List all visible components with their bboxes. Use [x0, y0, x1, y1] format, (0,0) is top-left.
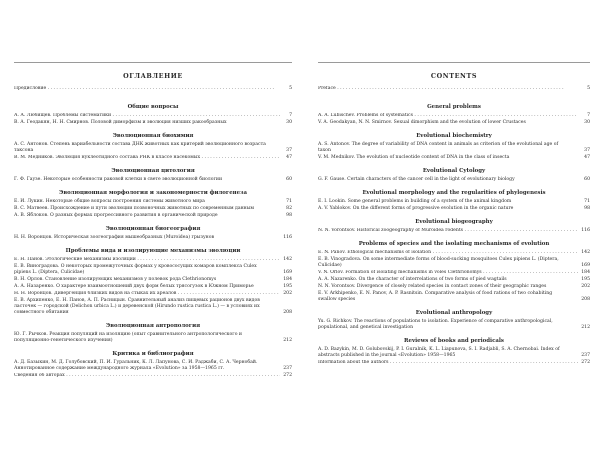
toc-entry-title: Предисловие . . . — [14, 86, 280, 92]
toc-entry[interactable] — [14, 206, 292, 212]
toc-entry-title: A. D. Bazykin, M. D. Golubovskij, P. I. Guralnik, K. L. Liapunova, S. I. Radjabli, S. A. Chernobai. Index of abstracts published in the journal «Evolution» 1958—1965 — [318, 347, 560, 358]
toc-entry-page-number: 212 — [283, 338, 292, 343]
left-page-russian-contents — [14, 0, 292, 469]
toc-entry[interactable] — [318, 86, 590, 92]
toc-entry-page-number: 272 — [283, 373, 292, 378]
toc-entry[interactable] — [14, 199, 292, 205]
toc-entry[interactable] — [14, 360, 292, 372]
toc-entry[interactable] — [14, 142, 292, 154]
toc-entry-page-number: 202 — [581, 284, 590, 289]
toc-entry[interactable] — [318, 155, 590, 161]
section-heading: Общие вопросы — [127, 104, 179, 110]
toc-entry[interactable] — [14, 235, 292, 241]
toc-entry-title: A. A. Nazarenko. On the character of interrelations of two forms of pied wagtails — [318, 277, 507, 282]
toc-entry-page-number: 272 — [581, 360, 590, 365]
toc-entry[interactable] — [14, 213, 292, 219]
toc-entry[interactable] — [14, 373, 292, 379]
toc-entry-title: А. А. Назаренко. О характере взаимоотношений двух форм белых трясогузок в Южном Приморье — [14, 284, 254, 289]
section-heading: Критика и библиография — [112, 351, 194, 357]
toc-entry[interactable] — [318, 257, 590, 269]
toc-entry-title: E. V. Arkhipenko, E. N. Panov, A. P. Rasnitsin. Comparative analysis of food rations of two cohabiting swallow species — [318, 291, 553, 302]
toc-entry[interactable] — [318, 120, 590, 126]
toc-entry-title: А. С. Антонов. Степень вариабельности состава ДНК животных как критерий эволюционного возраста таксона — [14, 142, 266, 153]
toc-entry-page-number: 37 — [286, 148, 292, 153]
toc-entry-page-number: 30 — [584, 120, 590, 125]
toc-entry[interactable] — [318, 291, 590, 303]
top-rule — [318, 62, 590, 63]
toc-entry[interactable] — [14, 113, 292, 119]
toc-entry-title: Preface . . . — [318, 86, 578, 92]
toc-entry-title: А. Д. Базыкин, М. Д. Голубовский, П. И. Гуральник, К. Л. Лапунова, С. И. Раджаби, С. А. Чернобай. Аннотированное содержание международного журнала «Evolution» за 1958—1965 гг. — [14, 360, 258, 371]
toc-entry[interactable] — [318, 284, 590, 290]
toc-entry-title: G. F. Gause. Certain characters of the cancer cell in the light of evolutionary biology — [318, 177, 515, 182]
toc-entry-title: Е. И. Лукин. Некоторые общие вопросы построения системы животного мира — [14, 199, 205, 204]
toc-entry-title: V. N. Orlov. Formation of isolating mechanisms in voles Clethrionomys . . . — [318, 270, 578, 276]
toc-entry[interactable] — [14, 284, 292, 290]
page-title: ОГЛАВЛЕНИЕ — [123, 72, 183, 80]
toc-entry-page-number: 37 — [584, 148, 590, 153]
toc-entry-title: N. N. Vorontsov. Divergence of closely related species in contact zones of their geographic ranges — [318, 284, 547, 289]
toc-entry[interactable] — [14, 332, 292, 344]
toc-entry-page-number: 169 — [283, 270, 292, 275]
toc-entry[interactable] — [318, 228, 590, 234]
toc-entry-title: Н. Н. Воронцов. Дивергенция близких видов на стыках их ареалов . . . — [14, 291, 280, 297]
toc-entry-title: А. А. Любищев. Проблемы систематики . . . — [14, 113, 280, 119]
toc-entry-page-number: 5 — [289, 86, 292, 91]
toc-entry-page-number: 184 — [581, 270, 590, 275]
toc-entry-title: Сведения об авторах . . . — [14, 373, 280, 379]
toc-list — [318, 86, 590, 367]
toc-entry-title: Н. Н. Воронцов. Историческая зоогеография мышеобразных (Muroidea) грызунов — [14, 235, 215, 240]
toc-entry-title: Yu. G. Richkov. The reactions of populations to isolation. Experience of comparative anthropological, populational, and genetical investigation — [318, 319, 553, 330]
toc-entry-page-number: 60 — [286, 177, 292, 182]
toc-entry-title: Е. В. Виноградова. О некоторых промежуточных формах у кровососущих комаров комплекса Culex pipiens L. (Diptera, Culicidae) — [14, 264, 257, 275]
toc-entry[interactable] — [318, 199, 590, 205]
toc-entry-title: В. М. Медников. Эволюция нуклеотидного состава РНК в классе насекомых . . . — [14, 155, 280, 161]
toc-entry[interactable] — [318, 277, 590, 283]
toc-entry-page-number: 208 — [283, 310, 292, 315]
toc-entry-page-number: 116 — [283, 235, 292, 240]
toc-entry-page-number: 98 — [584, 206, 590, 211]
toc-entry-page-number: 47 — [286, 155, 292, 160]
toc-entry-title: Ю. Г. Рычков. Реакция популяций на изоляцию (опыт сравнительного антропологического и популяционно-генетического изучения) — [14, 332, 242, 343]
toc-entry[interactable] — [318, 347, 590, 359]
toc-entry-title: E. N. Panov. Ethological mechanisms of isolation . . . — [318, 250, 578, 256]
toc-entry-title: Г. Ф. Гаузе. Некоторые особенности раковой клетки в свете эволюционной биологии — [14, 177, 222, 182]
toc-entry-page-number: 71 — [584, 199, 590, 204]
section-heading: Evolutional morphology and the regularities of phylogenesis — [362, 190, 546, 196]
section-heading: Эволюционная биогеография — [105, 226, 201, 232]
toc-entry-page-number: 82 — [286, 206, 292, 211]
toc-entry-page-number: 7 — [587, 113, 590, 118]
section-heading: Проблемы вида и изолирующие механизмы эволюции — [65, 248, 241, 254]
toc-entry-page-number: 184 — [283, 277, 292, 282]
toc-entry-title: V. A. Geodakyan, N. N. Smirnov. Sexual dimorphism and the evolution of lower Crustaces — [318, 120, 526, 125]
toc-entry[interactable] — [14, 291, 292, 297]
toc-entry-page-number: 98 — [286, 213, 292, 218]
toc-entry[interactable] — [318, 177, 590, 183]
section-heading: Эволюционная морфология и закономерности филогенеза — [59, 190, 247, 196]
toc-entry[interactable] — [318, 270, 590, 276]
toc-list — [14, 86, 292, 380]
toc-entry-title: A. V. Yablokov. On the different forms of progressive evolution in the organic nature — [318, 206, 514, 211]
toc-entry[interactable] — [318, 113, 590, 119]
toc-entry-page-number: 212 — [581, 325, 590, 330]
toc-entry-page-number: 71 — [286, 199, 292, 204]
toc-entry[interactable] — [14, 120, 292, 126]
toc-entry[interactable] — [318, 206, 590, 212]
toc-entry[interactable] — [14, 257, 292, 263]
section-heading: Эволюционная антропология — [105, 323, 201, 329]
toc-entry-page-number: 142 — [283, 257, 292, 262]
toc-entry[interactable] — [318, 142, 590, 154]
toc-entry[interactable] — [14, 277, 292, 283]
toc-entry[interactable] — [14, 264, 292, 276]
toc-entry-title: Information about the authors . . . — [318, 360, 578, 366]
section-heading: General problems — [427, 104, 481, 110]
section-heading: Reviews of books and periodicals — [404, 338, 504, 344]
toc-entry-title: E. I. Lookin. Some general problems in building of a system of the animal kingdom — [318, 199, 512, 204]
toc-entry-title: В. Н. Орлов. Становление изолирующих механизмов у полевок рода Clethrionomys — [14, 277, 217, 282]
toc-entry-page-number: 5 — [587, 86, 590, 91]
toc-entry-title: A. A. Lubischev. Problems of systematics . . . — [318, 113, 578, 119]
toc-entry-page-number: 7 — [289, 113, 292, 118]
toc-entry-page-number: 116 — [581, 228, 590, 233]
section-heading: Evolutional anthropology — [415, 310, 493, 316]
section-heading: Evolutional Cytology — [422, 168, 486, 174]
section-heading: Эволюционная цитология — [111, 168, 195, 174]
toc-entry-title: Е. Н. Панов. Этологические механизмы изоляции . . . — [14, 257, 280, 263]
toc-entry-title: E. B. Vinogradova. On some intermediate forms of blood-sucking mosquitoes Culex pipiens L. (Diptera, Culicidae) — [318, 257, 559, 268]
top-rule — [14, 62, 292, 63]
toc-entry-page-number: 169 — [581, 263, 590, 268]
toc-entry-page-number: 237 — [581, 353, 590, 358]
section-heading: Evolutional biochemistry — [416, 133, 492, 139]
toc-entry-page-number: 30 — [286, 120, 292, 125]
toc-entry-page-number: 208 — [581, 297, 590, 302]
toc-entry-page-number: 60 — [584, 177, 590, 182]
toc-entry[interactable] — [318, 319, 590, 331]
page-title: CONTENTS — [430, 72, 478, 80]
toc-entry-title: N. N. Vorontsov. Historical zoogeography of Muroidea rodents . . . — [318, 228, 578, 234]
toc-entry[interactable] — [14, 177, 292, 183]
toc-entry-page-number: 47 — [584, 155, 590, 160]
toc-entry-title: A. S. Antonov. The degree of variability of DNA content in animals as criterion of the evolutional age of taxon — [318, 142, 559, 153]
section-heading: Evolutional biogeography — [415, 219, 493, 225]
toc-entry-title: А. В. Яблоков. О разных формах прогрессивного развития в органической природе — [14, 213, 218, 218]
toc-entry[interactable] — [14, 86, 292, 92]
toc-entry[interactable] — [14, 155, 292, 161]
right-page-english-contents — [318, 0, 590, 469]
toc-entry-page-number: 237 — [283, 366, 292, 371]
toc-entry[interactable] — [318, 250, 590, 256]
toc-entry-title: В. С. Матвеев. Происхождение и пути эволюции позвоночных животных по современным данным — [14, 206, 254, 211]
toc-entry-title: В. А. Геодакян, Н. Н. Смирнов. Половой диморфизм и эволюция низших ракообразных — [14, 120, 227, 125]
toc-entry-page-number: 142 — [581, 250, 590, 255]
toc-entry[interactable] — [318, 360, 590, 366]
section-heading: Problems of species and the isolating mechanisms of evolution — [358, 241, 550, 247]
toc-entry-title: Е. В. Архипенко, Е. Н. Панов, А. П. Расницын. Сравнительный анализ пищевых рационов двух видов ласточек — городской (Delichon urbica L.) и деревенской (Hirundo rustica rustica L.) — в условиях их совместного обитания — [14, 298, 260, 315]
section-heading: Эволюционная биохимия — [112, 133, 194, 139]
toc-entry[interactable] — [14, 298, 292, 316]
toc-entry-page-number: 202 — [283, 291, 292, 296]
toc-entry-title: V. M. Mednikov. The evolution of nucleotide content of DNA in the class of insecta — [318, 155, 510, 160]
toc-entry-page-number: 195 — [581, 277, 590, 282]
toc-entry-page-number: 195 — [283, 284, 292, 289]
